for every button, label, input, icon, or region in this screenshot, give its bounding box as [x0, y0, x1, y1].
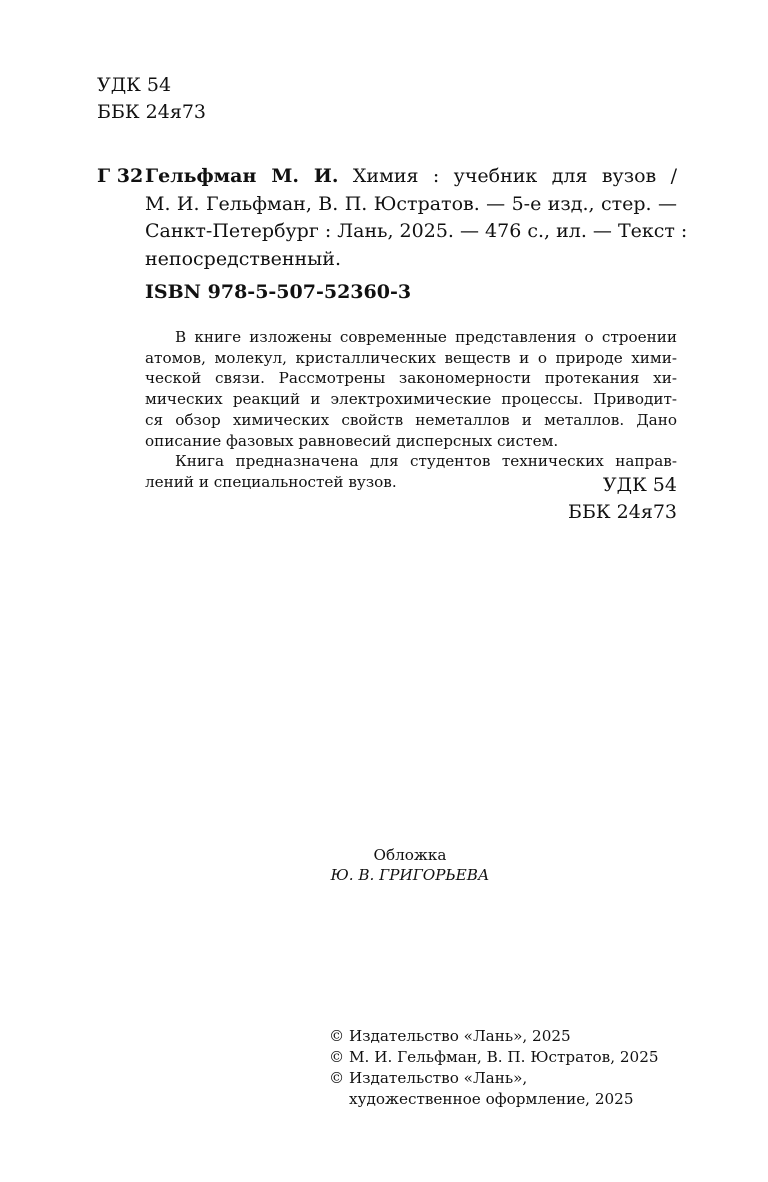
annotation-line: ческой связи. Рассмотрены закономерности протекания хи-: [145, 369, 677, 388]
cover-label: Обложка: [373, 846, 447, 864]
bbk-code: ББК 24я73: [97, 101, 207, 123]
annotation-line: описание фазовых равновесий дисперсных систем.: [145, 431, 559, 450]
copyright-line: © М. И. Гельфман, В. П. Юстратов, 2025: [329, 1048, 659, 1066]
cover-designer: Ю. В. ГРИГОРЬЕВА: [330, 866, 490, 884]
copyright-line: © Издательство «Лань», 2025: [329, 1027, 571, 1045]
annotation-line: В книге изложены современные представления о строении: [175, 328, 677, 346]
bib-line-2: М. И. Гельфман, В. П. Юстратов. — 5-е изд., стер. —: [145, 192, 677, 215]
classification-top: [97, 72, 206, 126]
udc-code: УДК 54: [97, 74, 172, 96]
author-name: Гельфман М. И.: [145, 165, 339, 187]
copyright-block: [329, 1026, 659, 1110]
bib-title: Химия : учебник для вузов /: [352, 165, 677, 187]
udc-code: УДК 54: [602, 474, 677, 496]
bbk-code: ББК 24я73: [567, 501, 677, 523]
annotation-line: ся обзор химических свойств неметаллов и металлов. Дано: [145, 410, 677, 429]
copyright-line-continued: художественное оформление, 2025: [349, 1090, 634, 1108]
author-mark: Г 32: [97, 165, 144, 187]
bibliographic-entry: [145, 163, 688, 273]
annotation-line: мических реакций и электрохимические процессы. Приводит-: [145, 390, 677, 409]
cover-credit: [0, 845, 768, 885]
isbn: ISBN 978-5-507-52360-3: [145, 281, 412, 303]
classification-bottom: [568, 472, 677, 526]
annotation-line: Книга предназначена для студентов технических направ-: [175, 452, 677, 471]
bib-line-4: непосредственный.: [145, 247, 342, 270]
bib-line-3: Санкт-Петербург : Лань, 2025. — 476 с., ил. — Текст :: [145, 220, 688, 242]
copyright-line: © Издательство «Лань»,: [329, 1069, 528, 1087]
annotation: [145, 327, 677, 493]
copyright-symbol: ©: [329, 1048, 345, 1066]
copyright-symbol: ©: [329, 1069, 345, 1087]
annotation-line: лений и специальностей вузов.: [145, 472, 397, 491]
bib-line-1: [145, 163, 677, 191]
annotation-line: атомов, молекул, кристаллических веществ и о природе хими-: [145, 348, 677, 367]
copyright-symbol: ©: [329, 1027, 345, 1045]
